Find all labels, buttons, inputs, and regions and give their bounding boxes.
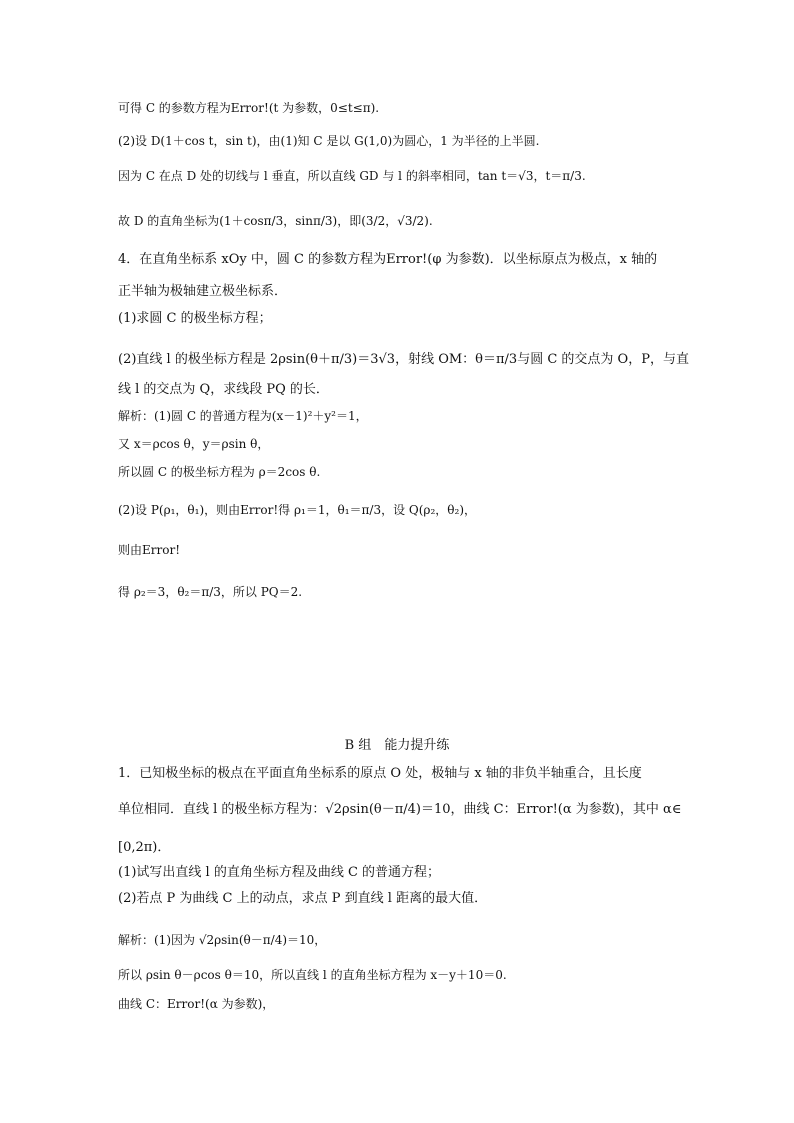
problem-line: [0,2π)． xyxy=(118,840,171,855)
problem-line: (1)试写出直线 l 的直角坐标方程及曲线 C 的普通方程； xyxy=(118,865,441,880)
solution-line: 曲线 C：Error!(α 为参数)， xyxy=(118,997,275,1011)
solution-line: 则由Error! xyxy=(118,543,181,557)
text-line: 故 D 的直角坐标为(1＋cosπ/3，sinπ/3)，即(3/2，√3/2). xyxy=(118,214,433,228)
problem-line: 1．已知极坐标的极点在平面直角坐标系的原点 O 处，极轴与 x 轴的非负半轴重合，且长度 xyxy=(118,766,642,781)
solution-line: 所以圆 C 的极坐标方程为 ρ＝2cos θ. xyxy=(118,465,321,479)
text-line: (2)设 D(1＋cos t，sin t)，由(1)知 C 是以 G(1,0)为圆心，1 为半径的上半圆. xyxy=(118,134,540,148)
section-title: B 组 能力提升练 xyxy=(344,738,450,753)
solution-line: 所以 ρsin θ－ρcos θ＝10，所以直线 l 的直角坐标方程为 x－y＋10＝0. xyxy=(118,968,507,982)
problem-line: 正半轴为极轴建立极坐标系． xyxy=(118,284,288,299)
text-line: 因为 C 在点 D 处的切线与 l 垂直，所以直线 GD 与 l 的斜率相同，tan t＝√3，t＝π/3. xyxy=(118,169,586,183)
problem-line: 线 l 的交点为 Q，求线段 PQ 的长． xyxy=(118,382,329,397)
problem-line: (2)直线 l 的极坐标方程是 2ρsin(θ＋π/3)＝3√3，射线 OM：θ＝π/3与圆 C 的交点为 O，P，与直 xyxy=(118,352,689,367)
solution-line: 得 ρ₂＝3，θ₂＝π/3，所以 PQ＝2. xyxy=(118,585,303,599)
problem-line: 单位相同．直线 l 的极坐标方程为：√2ρsin(θ－π/4)＝10，曲线 C：Error!(α 为参数)，其中 α∈ xyxy=(118,802,682,817)
solution-line: (2)设 P(ρ₁，θ₁)，则由Error!得 ρ₁＝1，θ₁＝π/3，设 Q(ρ₂，θ₂)， xyxy=(118,503,476,517)
solution-line: 解析：(1)圆 C 的普通方程为(x－1)²＋y²＝1， xyxy=(118,409,368,423)
problem-line: 4．在直角坐标系 xOy 中，圆 C 的参数方程为Error!(φ 为参数)．以坐标原点为极点，x 轴的 xyxy=(118,252,658,267)
text-line: 可得 C 的参数方程为Error!(t 为参数，0≤t≤π). xyxy=(118,101,380,115)
problem-line: (1)求圆 C 的极坐标方程； xyxy=(118,311,272,326)
problem-line: (2)若点 P 为曲线 C 上的动点，求点 P 到直线 l 距离的最大值． xyxy=(118,891,488,906)
solution-line: 解析：(1)因为 √2ρsin(θ－π/4)＝10， xyxy=(118,933,327,947)
solution-line: 又 x＝ρcos θ，y＝ρsin θ， xyxy=(118,437,270,451)
